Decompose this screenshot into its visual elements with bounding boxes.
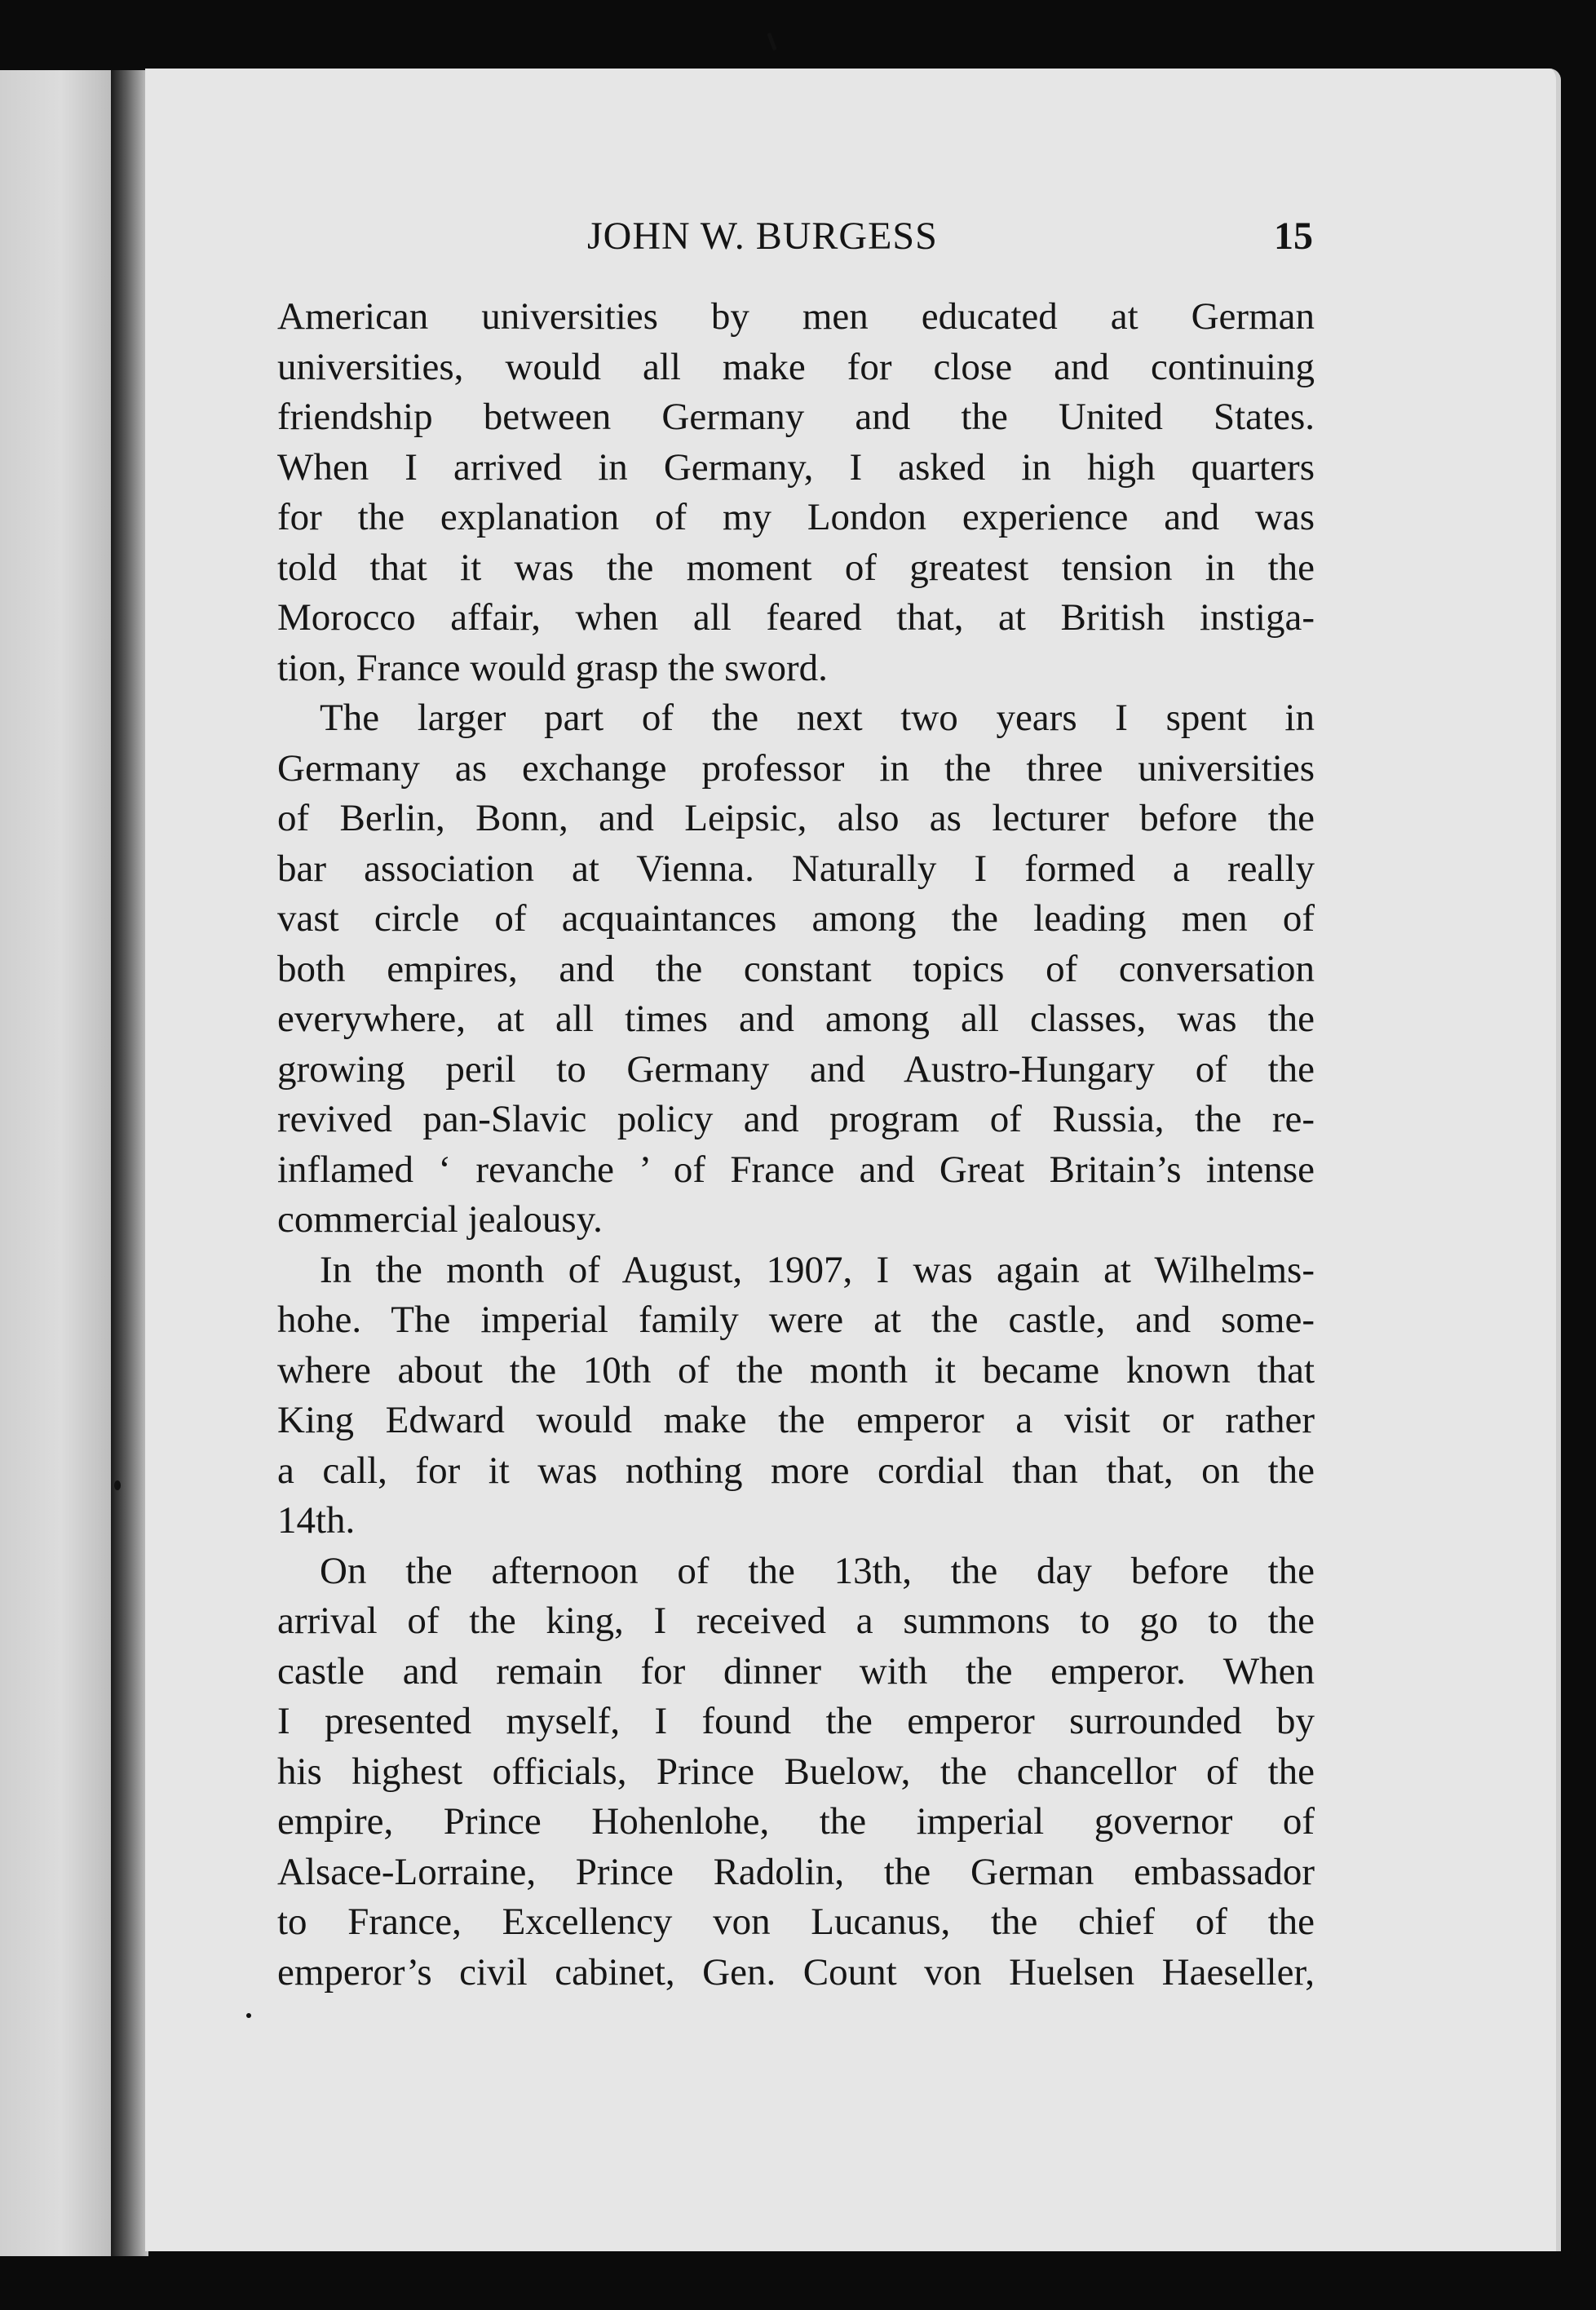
book-gutter — [111, 70, 148, 2256]
text-line: growing peril to Germany and Austro-Hungary of the — [277, 1047, 1315, 1091]
text-line: for the explanation of my London experience and was — [277, 496, 1315, 538]
scan-speck — [114, 1480, 121, 1490]
text-line: Morocco affair, when all feared that, at British instiga- — [277, 596, 1315, 639]
text-line: bar association at Vienna. Naturally I formed a really — [277, 847, 1315, 890]
text-line: his highest officials, Prince Buelow, the chancellor of the — [277, 1750, 1315, 1793]
page-number: 15 — [1274, 215, 1313, 258]
text-line: hohe. The imperial family were at the castle, and some- — [277, 1299, 1315, 1341]
body-text — [277, 292, 1315, 1998]
paragraph — [277, 693, 1315, 1246]
text-line: The larger part of the next two years I spent in — [320, 697, 1315, 739]
paragraph — [277, 1246, 1315, 1547]
text-line: King Edward would make the emperor a visit or rather — [277, 1399, 1315, 1441]
text-line: to France, Excellency von Lucanus, the chief of the — [277, 1901, 1315, 1943]
text-line: Alsace-Lorraine, Prince Radolin, the German embassador — [277, 1850, 1315, 1893]
text-line: castle and remain for dinner with the emperor. When — [277, 1649, 1315, 1693]
text-line: When I arrived in Germany, I asked in high quarters — [277, 445, 1315, 489]
paragraph — [277, 292, 1315, 693]
scan-speck — [767, 33, 776, 51]
text-line: 14th. — [277, 1499, 356, 1542]
text-line: of Berlin, Bonn, and Leipsic, also as lecturer before the — [277, 797, 1315, 839]
text-line: arrival of the king, I received a summons to go to the — [277, 1600, 1315, 1642]
text-line: universities, would all make for close and continuing — [277, 345, 1315, 388]
text-line: In the month of August, 1907, I was again at Wilhelms- — [320, 1248, 1315, 1291]
text-line: I presented myself, I found the emperor surrounded by — [277, 1700, 1315, 1742]
text-line: American universities by men educated at German — [277, 295, 1315, 338]
text-line: a call, for it was nothing more cordial than that, on the — [277, 1449, 1315, 1492]
text-line: empire, Prince Hohenlohe, the imperial governor of — [277, 1800, 1315, 1843]
text-line: revived pan-Slavic policy and program of Russia, the re- — [277, 1098, 1315, 1140]
text-line: everywhere, at all times and among all classes, was the — [277, 998, 1315, 1040]
text-line: On the afternoon of the 13th, the day before the — [320, 1549, 1315, 1592]
text-line: inflamed ‘ revanche ’ of France and Great Britain’s intense — [277, 1148, 1315, 1191]
facing-page-edge — [0, 70, 111, 2256]
scan-speck — [246, 2013, 251, 2018]
text-line: commercial jealousy. — [277, 1198, 603, 1241]
page-header — [277, 214, 1313, 271]
text-line: Germany as exchange professor in the three universities — [277, 746, 1315, 790]
text-line: emperor’s civil cabinet, Gen. Count von Huelsen Haeseller, — [277, 1950, 1315, 1994]
text-line: told that it was the moment of greatest tension in the — [277, 546, 1315, 589]
text-line: vast circle of acquaintances among the leading men of — [277, 897, 1315, 940]
running-head: JOHN W. BURGESS — [587, 215, 938, 258]
paragraph — [277, 1547, 1315, 1998]
text-line: tion, France would grasp the sword. — [277, 646, 828, 689]
text-line: friendship between Germany and the United States. — [277, 396, 1315, 438]
text-line: where about the 10th of the month it became known that — [277, 1348, 1315, 1392]
text-line: both empires, and the constant topics of conversation — [277, 947, 1315, 990]
